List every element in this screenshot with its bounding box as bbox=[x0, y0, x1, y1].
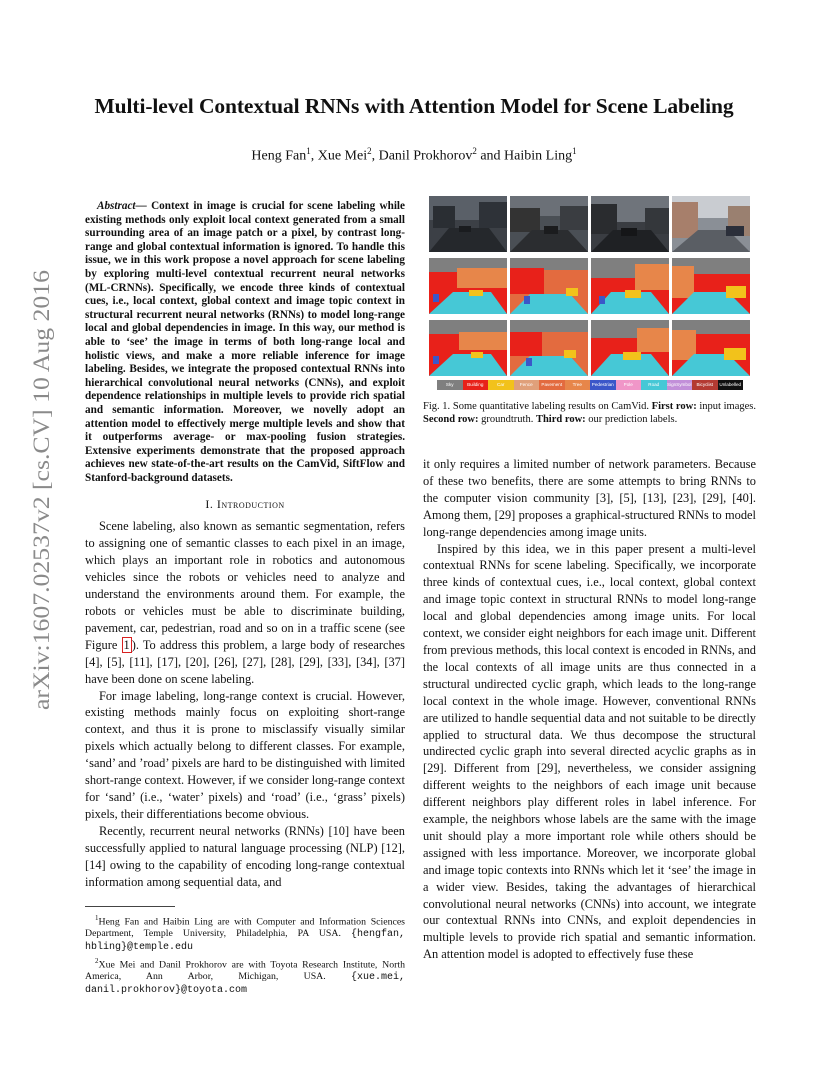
intro-paragraph-3: Recently, recurrent neural networks (RNNs) [10] have been successfully applied to natural language processing (NLP) [12], [14] owing to the capability of encoding long-range contextual information among sequential data, and bbox=[85, 823, 405, 889]
legend-item-tree: Tree bbox=[565, 380, 591, 390]
figure-row-groundtruth bbox=[429, 258, 751, 314]
groundtruth-image bbox=[429, 258, 507, 314]
abstract-lead: Abstract bbox=[97, 200, 136, 212]
groundtruth-image bbox=[510, 258, 588, 314]
figure-1-caption bbox=[423, 400, 756, 426]
prediction-image bbox=[672, 320, 750, 376]
groundtruth-image bbox=[672, 258, 750, 314]
intro-paragraph-2: For image labeling, long-range context is crucial. However, existing methods mainly focus on exploiting short-range context, and thus it is prone to misclassify visually similar pixels which actually belong to different classes. For example, ‘sand’ and ’road’ pixels are hard to be distinguished with limited short-range context. However, if we consider long-range context for ‘sand’ (i.e., ‘water’ pixels) and ‘road’ (i.e., ‘grass’ pixels) pixels, their differentiations become obvious. bbox=[85, 688, 405, 821]
caption-text: groundtruth. bbox=[478, 414, 536, 425]
prediction-image bbox=[510, 320, 588, 376]
footnote-text: Heng Fan and Haibin Ling are with Computer and Information Sciences Department, Temple University, Philadelphia, PA USA. bbox=[85, 916, 405, 940]
author-list bbox=[0, 146, 828, 165]
intro-p1-text-cont: ). To address this problem, a large body of researches [4], [5], [11], [17], [20], [26], [27], [28], [29], [33], [34], [37] have been done on scene labeling. bbox=[85, 637, 406, 686]
figure-1-link[interactable]: 1 bbox=[123, 637, 130, 652]
right-paragraph-1: it only requires a limited number of network parameters. Because of these two benefits, there are some attempts to bring RNNs to the computer vision community [3], [5], [13], [23], [29], [40]. Among them, [29] proposes a graphical-structured RNNs to model long-range dependencies among image units. bbox=[423, 457, 756, 539]
input-image bbox=[591, 196, 669, 252]
input-image bbox=[429, 196, 507, 252]
author-affiliation: 2 bbox=[367, 146, 372, 156]
figure-1 bbox=[423, 196, 756, 392]
paper-title: Multi-level Contextual RNNs with Attention Model for Scene Labeling bbox=[94, 94, 734, 118]
footnote-marker: 2 bbox=[95, 957, 99, 966]
figure-row-predictions bbox=[429, 320, 751, 376]
intro-paragraph-1 bbox=[85, 518, 405, 687]
arxiv-id: arXiv:1607.02537v2 [cs.CV] 10 Aug 2016 bbox=[29, 307, 55, 710]
author-name: Haibin Ling bbox=[504, 148, 573, 164]
footnote-text: Xue Mei and Danil Prokhorov are with Toyota Research Institute, North America, Ann Arbor, Michigan, USA. bbox=[85, 959, 405, 983]
author-separator: and bbox=[476, 148, 505, 164]
section-heading-introduction: I. Introduction bbox=[205, 497, 285, 512]
legend-item-signsymbol: SignSymbol bbox=[667, 380, 693, 390]
footnote-email[interactable]: {hengfan, hbling}@temple.edu bbox=[85, 929, 405, 954]
legend-item-pavement: Pavement bbox=[539, 380, 565, 390]
legend-item-unlabelled: Unlabelled bbox=[718, 380, 744, 390]
legend-item-road: Road bbox=[641, 380, 667, 390]
prediction-image bbox=[429, 320, 507, 376]
groundtruth-image bbox=[591, 258, 669, 314]
author-separator: , bbox=[371, 148, 379, 164]
legend-item-pedestrian: Pedestrian bbox=[590, 380, 616, 390]
author-name: Heng Fan bbox=[251, 148, 307, 164]
legend-item-fence: Fence bbox=[514, 380, 540, 390]
caption-bold: Third row: bbox=[535, 414, 586, 425]
footnote-marker: 1 bbox=[95, 914, 99, 923]
class-color-legend bbox=[437, 380, 743, 390]
author-name: Xue Mei bbox=[317, 148, 368, 164]
prediction-image bbox=[591, 320, 669, 376]
legend-item-car: Car bbox=[488, 380, 514, 390]
legend-item-building: Building bbox=[463, 380, 489, 390]
author-name: Danil Prokhorov bbox=[378, 148, 473, 164]
author-affiliation: 1 bbox=[572, 146, 577, 156]
abstract-dash: — bbox=[135, 200, 152, 212]
author-affiliation: 1 bbox=[306, 146, 311, 156]
legend-item-bicyclist: Bicyclist bbox=[692, 380, 718, 390]
author-separator: , bbox=[310, 148, 318, 164]
input-image bbox=[672, 196, 750, 252]
intro-p1-text: Scene labeling, also known as semantic segmentation, refers to assigning one of semantic classes to each pixel in an image, which plays an important role in robotics and autonomous vehicles since the robots or vehicles need to analyze and understand the environments around them. For example, the robots or vehicles must be able to discriminate building, pavement, car, pedestrian, road and so on in a traffic scene (see Figure bbox=[85, 519, 405, 652]
left-column bbox=[85, 200, 405, 999]
abstract bbox=[85, 200, 405, 485]
footnote-divider bbox=[85, 906, 175, 907]
caption-bold: Second row: bbox=[423, 414, 479, 425]
legend-item-sky: Sky bbox=[437, 380, 463, 390]
caption-text: Some quantitative labeling results on CamVid. bbox=[450, 401, 652, 412]
arxiv-stamp bbox=[22, 270, 56, 710]
input-image bbox=[510, 196, 588, 252]
legend-item-pole: Pole bbox=[616, 380, 642, 390]
footnote-1 bbox=[85, 913, 405, 954]
caption-label: Fig. 1. bbox=[423, 401, 451, 412]
caption-text: input images. bbox=[696, 401, 757, 412]
caption-text: our prediction labels. bbox=[585, 414, 678, 425]
author-affiliation: 2 bbox=[472, 146, 477, 156]
caption-bold: First row: bbox=[651, 401, 697, 412]
right-paragraph-2: Inspired by this idea, we in this paper present a multi-level contextual RNNs for scene labeling. Specifically, we incorporate three kinds of contextual cues, i.e., local context, global context and image topic context in structural RNNs to model long-range local and global dependencies among image units. For local context, we consider eight neighbors for each image unit. Different from previous methods, this local context is encoded in RNNs, and the local contexts of all image units are thus connected in a structural undirected cyclic graph, which leads to the long-range local context in the whole image. However, conventional RNNs are utilized to handle sequential data and not suitable to be directly applied to structural data. We thus decompose the structural undirected cyclic graph into several directed acyclic graphs as in [29]. Different from [29], nevertheless, we consider assigning different weights to the neighbors of each image unit because different neighbors play different roles in label inference. For example, the neighbors whose labels are the same with the image unit should play a more important role while others should be assigned with less importance. Moreover, we incorporate global and image topic contexts into RNNs which let it ‘see’ the image in a wider view. Besides, taking the advantages of hierarchical convolutional neural networks (CNNs) into account, we integrate our contextual RNNs into CNNs, and exploit dependencies in multiple levels to provide rich spatial and semantic information. An attention model is adopted to effectively fuse these bbox=[423, 541, 756, 962]
footnote-2 bbox=[85, 956, 405, 997]
abstract-text: Context in image is crucial for scene labeling while existing methods only exploit local context generated from a small surrounding area of an image patch or a pixel, by contrast long-range and global contextual information is ignored. To handle this issue, we in this work propose a novel approach for scene labeling by exploring multi-level contextual recurrent neural networks (ML-CRNNs). Specifically, we encode three kinds of contextual cues, i.e., local context, global context and image topic context in structural recurrent neural networks (RNNs) to model long-range local and global dependencies in image. In this way, our method is able to ‘see’ the image in terms of both long-range local and holistic views, and make a more reliable inference for image labeling. Besides, we integrate the proposed contextual RNNs into hierarchical convolutional neural networks (CNNs), and exploit dependence relationships in multiple levels to provide rich spatial and semantic information. Moreover, we novelly adopt an attention model to effectively merge multiple levels and show that it outperforms average- or max-pooling fusion strategies. Extensive experiments demonstrate that the proposed approach achieves new state-of-the-art results on the CamVid, SiftFlow and Stanford-background datasets. bbox=[85, 200, 405, 484]
footnote-email[interactable]: {xue.mei, danil.prokhorov}@toyota.com bbox=[85, 972, 405, 996]
figure-row-input-images bbox=[429, 196, 751, 252]
right-body bbox=[423, 456, 756, 963]
right-column bbox=[423, 196, 756, 963]
